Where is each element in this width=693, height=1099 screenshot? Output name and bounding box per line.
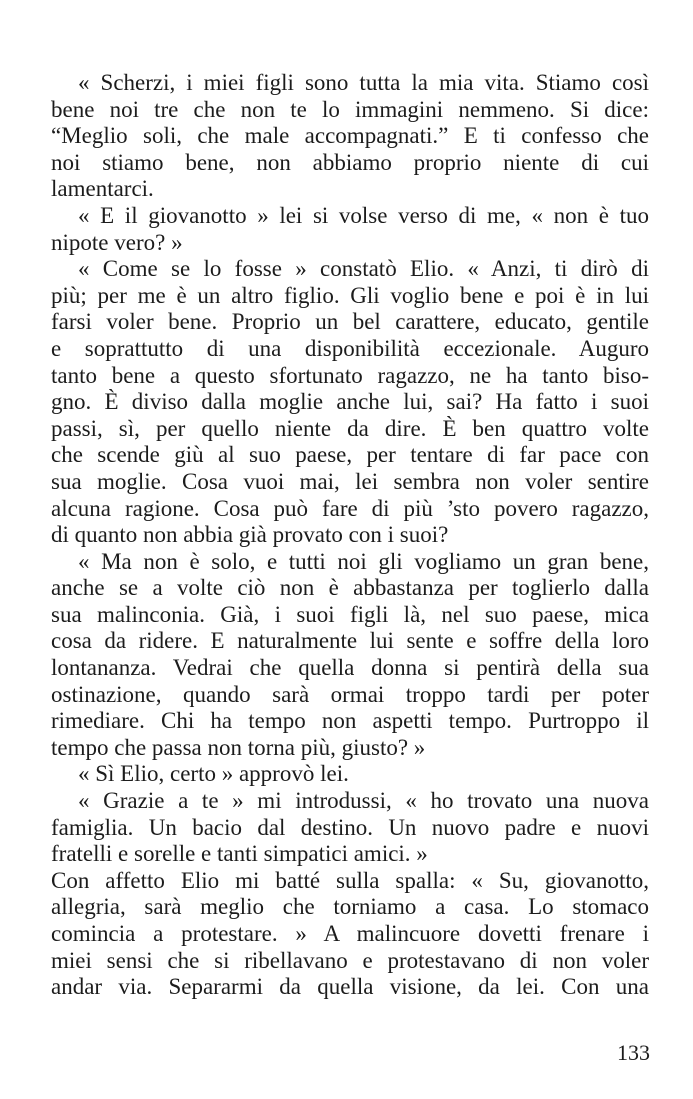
text-line: alcuna ragione. Cosa può fare di più ’sto povero ragazzo,	[51, 495, 649, 521]
text-line: sua malinconia. Già, i suoi figli là, nel suo paese, mica	[51, 601, 649, 627]
text-line: nipote vero? »	[51, 229, 183, 255]
text-line: comincia a protestare. » A malincuore dovetti frenare i	[51, 921, 649, 946]
text-line: farsi voler bene. Proprio un bel carattere, educato, gentile	[51, 309, 649, 335]
text-line: gno. È diviso dalla moglie anche lui, sai? Ha fatto i suoi	[51, 389, 649, 415]
text-line: « Grazie a te » mi introdussi, « ho trovato una nuova	[78, 788, 649, 814]
text-line: tempo che passa non torna più, giusto? »	[51, 734, 426, 760]
text-line: allegria, sarà meglio che torniamo a casa. Lo stomaco	[51, 894, 649, 920]
text-line: sua moglie. Cosa vuoi mai, lei sembra non voler sentire	[51, 468, 649, 494]
text-line: e soprattutto di una disponibilità eccezionale. Auguro	[51, 335, 649, 361]
text-line: passi, sì, per quello niente da dire. È ben quattro volte	[51, 415, 649, 441]
text-line: più; per me è un altro figlio. Gli voglio bene e poi è in lui	[51, 282, 649, 308]
text-line: « Ma non è solo, e tutti noi gli vogliamo un gran bene,	[78, 548, 649, 574]
body-text	[51, 70, 649, 1001]
text-line: noi stiamo bene, non abbiamo proprio niente di cui	[51, 149, 649, 175]
text-line: che scende giù al suo paese, per tentare di far pace con	[51, 442, 649, 468]
text-line: « Come se lo fosse » constatò Elio. « Anzi, ti dirò di	[78, 256, 649, 282]
text-line: fratelli e sorelle e tanti simpatici amici. »	[51, 841, 428, 867]
text-line: tanto bene a questo sfortunato ragazzo, ne ha tanto biso-	[51, 362, 649, 388]
text-line: « Sì Elio, certo » approvò lei.	[78, 761, 349, 787]
text-line: cosa da ridere. E naturalmente lui sente e soffre della loro	[51, 628, 649, 654]
text-line: bene noi tre che non te lo immagini nemmeno. Si dice:	[51, 96, 649, 122]
text-line: lontananza. Vedrai che quella donna si pentirà della sua	[51, 655, 649, 681]
text-line: andar via. Separarmi da quella visione, da lei. Con una	[51, 974, 649, 1000]
text-line: anche se a volte ciò non è abbastanza per toglierlo dalla	[51, 575, 649, 601]
text-line: lamentarci.	[51, 176, 154, 202]
text-line: famiglia. Un bacio dal destino. Un nuovo padre e nuovi	[51, 814, 649, 840]
text-line: miei sensi che si ribellavano e protestavano di non voler	[51, 947, 649, 973]
text-line: Con affetto Elio mi batté sulla spalla: « Su, giovanotto,	[51, 867, 649, 893]
page-number: 133	[617, 1040, 650, 1065]
text-line: « Scherzi, i miei figli sono tutta la mia vita. Stiamo così	[78, 70, 649, 95]
text-line: “Meglio soli, che male accompagnati.” E ti confesso che	[51, 123, 649, 149]
text-line: « E il giovanotto » lei si volse verso di me, « non è tuo	[78, 202, 649, 228]
text-line: rimediare. Chi ha tempo non aspetti tempo. Purtroppo il	[51, 708, 649, 734]
text-line: ostinazione, quando sarà ormai troppo tardi per poter	[51, 681, 649, 707]
text-line: di quanto non abbia già provato con i suoi?	[51, 522, 449, 548]
